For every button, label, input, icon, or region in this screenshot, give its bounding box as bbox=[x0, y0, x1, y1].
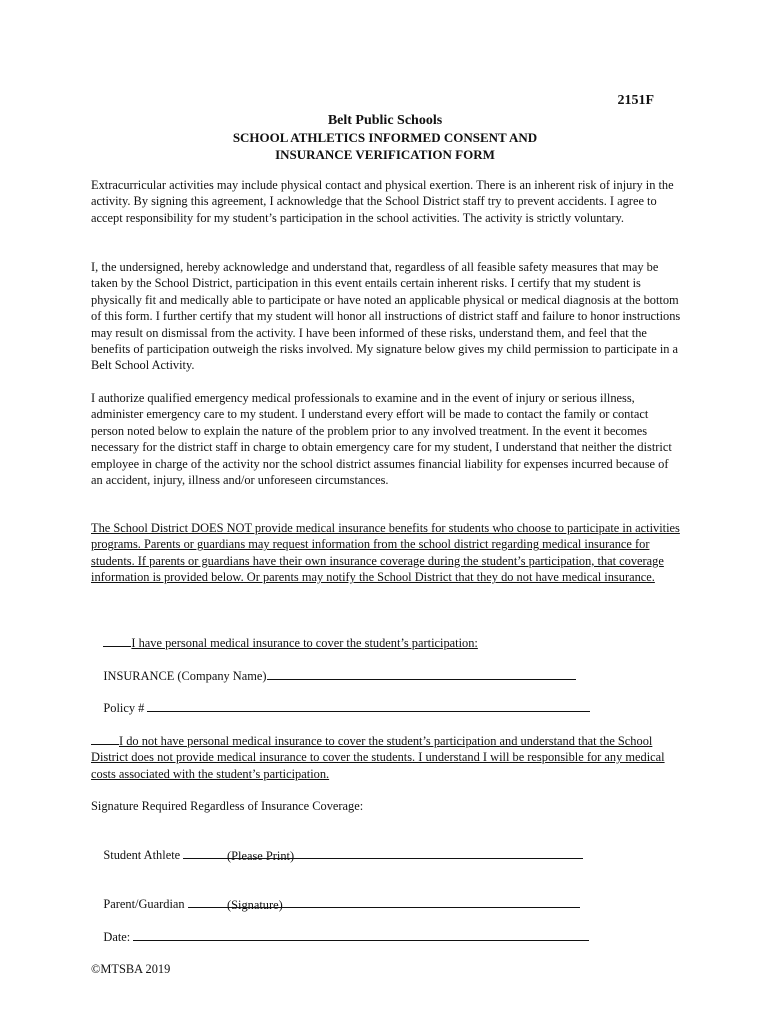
paragraph-emergency-care: I authorize qualified emergency medical professionals to examine and in the event of injury or serious illness, administer emergency care to my student. I understand every effort will be made to contact the family or contact person noted below to explain the nature of the problem prior to any involved treatment. In the event it becomes necessary for the district staff in charge to obtain emergency care for my student, I understand that neither the district employee in charge of the activity nor the school district assumes financial liability for expenses incurred because of an accident, injury, illness and/or unforeseen circumstances. bbox=[91, 391, 672, 488]
policy-row bbox=[91, 684, 590, 732]
school-name: Belt Public Schools bbox=[327, 113, 443, 128]
insurance-none-checkbox-line[interactable] bbox=[91, 733, 119, 745]
form-title-line-2: INSURANCE VERIFICATION FORM bbox=[275, 147, 495, 162]
insurance-none-label: I do not have personal medical insurance to cover the student’s participation and understand that the School District does not provide medical insurance to cover the students. I understand I will be responsible for any medical costs associated with the student’s participation. bbox=[91, 734, 665, 781]
policy-label: Policy # bbox=[103, 701, 145, 715]
date-field[interactable] bbox=[133, 929, 589, 941]
form-title-line-1: SCHOOL ATHLETICS INFORMED CONSENT AND bbox=[232, 130, 538, 145]
student-print-note: (Please Print) bbox=[227, 849, 295, 863]
insurance-company-field[interactable] bbox=[267, 668, 576, 680]
date-label: Date: bbox=[103, 930, 131, 944]
paragraph-acknowledgement: I, the undersigned, hereby acknowledge and understand that, regardless of all feasible safety measures that may be taken by the School District, participation in this event entails certain inherent risks. I certify that my student is physically fit and medically able to participate or have noted an applicable physical or medical diagnosis at the bottom of this form. I further certify that my student will honor all instructions of district staff and failure to honor instructions may result on dismissal from the activity. I have been informed of these risks, understand them, and feel that the benefits of participation outweigh the risks involved. My signature below gives my child permission to participate in a Belt School Activity. bbox=[91, 260, 681, 373]
insurance-have-checkbox-line[interactable] bbox=[103, 635, 131, 647]
form-header bbox=[0, 112, 770, 163]
insurance-none-option[interactable] bbox=[91, 733, 681, 782]
insurance-have-label: I have personal medical insurance to cover the student’s participation: bbox=[131, 636, 478, 650]
insurance-company-label: INSURANCE (Company Name) bbox=[103, 669, 267, 683]
copyright-footer: ©MTSBA 2019 bbox=[91, 962, 171, 976]
signature-heading: Signature Required Regardless of Insurance Coverage: bbox=[91, 799, 364, 813]
policy-number-field[interactable] bbox=[147, 700, 590, 712]
paragraph-risk: Extracurricular activities may include physical contact and physical exertion. There is an inherent risk of injury in the activity. By signing this agreement, I acknowledge that the School District staff try to prevent accidents. I agree to accept responsibility for my student’s participation in the school activities. The activity is strictly voluntary. bbox=[91, 178, 674, 225]
parent-signature-note: (Signature) bbox=[227, 898, 283, 912]
date-row bbox=[91, 913, 589, 961]
student-athlete-row bbox=[91, 831, 583, 879]
student-athlete-label: Student Athlete bbox=[103, 848, 181, 862]
paragraph-insurance-notice: The School District DOES NOT provide medical insurance benefits for students who choose to participate in activities programs. Parents or guardians may request information from the school district regarding medical insurance for students. If parents or guardians have their own insurance coverage during the student’s participation, that coverage information is provided below. Or parents may notify the School District that they do not have medical insurance. bbox=[91, 521, 680, 585]
parent-guardian-label: Parent/Guardian bbox=[103, 897, 185, 911]
policy-code: 2151F bbox=[617, 93, 654, 108]
